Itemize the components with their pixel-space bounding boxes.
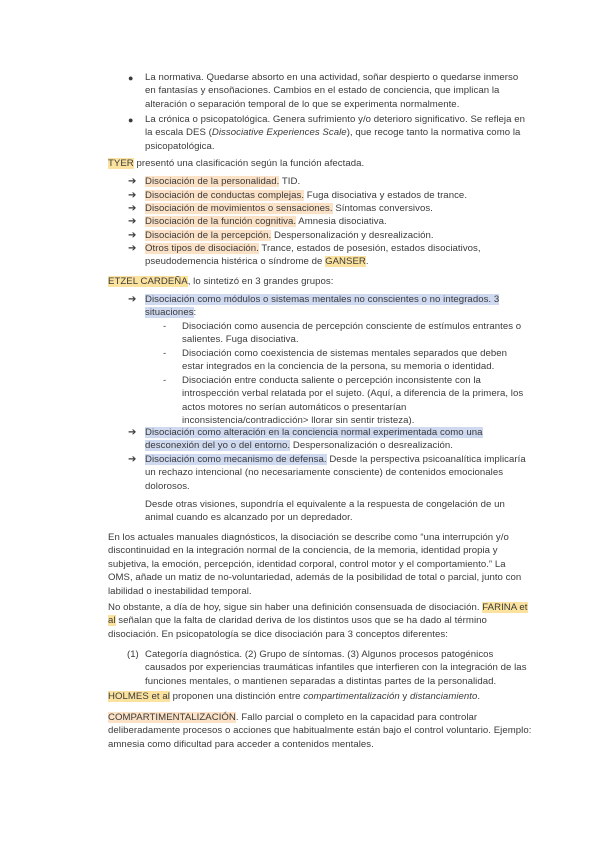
bullet-icon: ● [128, 115, 134, 125]
intro: , lo sintetizó en 3 grandes grupos: [187, 276, 334, 287]
sub-text: Disociación como coexistencia de sistemas mentales separados que deben estar integrados en la conciencia de la persona, su memoria o identidad. [182, 348, 508, 373]
list-marker: (1) [127, 649, 139, 660]
author-highlight: ETZEL CARDEÑA [108, 276, 188, 287]
desc: Quedarse absorto en una actividad, soñar despierto o quedarse inmerso en fantasías y ensoñaciones. Cambios en el estado de conciencia, que implican la alteración o separación temporal de lo que se experimenta normalmente. [145, 72, 519, 110]
group-title: Disociación como módulos o sistemas mentales no conscientes o no integrados. 3 situaciones [145, 294, 500, 319]
author-highlight: GANSER [325, 256, 366, 268]
desc: TID. [279, 176, 301, 187]
etzel-group-3 [145, 453, 530, 493]
manuals-paragraph [108, 531, 532, 598]
etzel-sub-item [182, 374, 527, 428]
arrow-icon: ➔ [128, 427, 137, 438]
text: . [477, 691, 481, 702]
term-italic: compartimentalización [303, 691, 400, 702]
compart-paragraph [108, 711, 532, 751]
tyer-item [145, 189, 530, 202]
desc: Genera sufrimiento y/o deterioro significativo. Se refleja en la escala DES ( [145, 114, 525, 139]
desc: Despersonalización o desrealización. [290, 440, 454, 452]
arrow-icon: ➔ [128, 190, 137, 201]
desc: Fuga disociativa y estados de trance. [304, 190, 468, 201]
desc-end: . [365, 256, 369, 268]
arrow-icon: ➔ [128, 176, 137, 187]
author-highlight: TYER [108, 158, 134, 169]
arrow-icon: ➔ [128, 203, 137, 214]
author-highlight: HOLMES et al [108, 691, 170, 702]
concepts-text: Categoría diagnóstica. (2) Grupo de síntomas. (3) Algunos procesos patogénicos causados por experiencias traumáticas infantiles que interfieren con la integración de las funciones mentales, o mantienen separadas a distintas partes de la personalidad. [145, 649, 527, 687]
dash-bullet: - [163, 348, 167, 359]
desc: Amnesia disociativa. [296, 216, 387, 227]
tyer-item [145, 242, 530, 269]
tyer-item [145, 202, 530, 215]
holmes-paragraph [108, 690, 532, 703]
desc: Despersonalización y desrealización. [271, 230, 434, 241]
arrow-icon: ➔ [128, 454, 137, 465]
term: Disociación de la percepción. [145, 230, 272, 241]
sub-text: Disociación entre conducta saliente o percepción inconsistente con la introspección verbal relatada por el sujeto. (Aquí, a diferencia de la primera, los actos motores no serían automáticos o presentarían inconsistencia/contradicción> llorar sin sentir tristeza). [182, 375, 524, 427]
paragraph-text: En los actuales manuales diagnósticos, la disociación se describe como “una interrupción y/o discontinuidad en la integración normal de la conciencia, de la memoria, identidad propia y subjetiva, la emoción, percepción, identidad corporal, control motor y el comportamiento.” La OMS, añade un matiz de no-voluntariedad, además de la posibilidad de total o parcial, junto con labilidad o inestabilidad temporal. [108, 532, 522, 597]
intro: presentó una clasificación según la función afectada. [133, 158, 365, 169]
desc: Desde la perspectiva psicoanalítica implicaría un rechazo intencional (no necesariamente consciente) de contenidos emocionales dolorosos. [145, 454, 526, 492]
tyer-item [145, 229, 530, 242]
sub-text: Disociación como ausencia de percepción consciente de estímulos entrantes o salientes. Fuga disociativa. [182, 321, 522, 346]
term: La crónica o psicopatológica. [145, 114, 271, 125]
group-title: Disociación como alteración en la conciencia normal experimentada como una desconexión del yo o del entorno. [145, 427, 483, 452]
desc-end: ), que recoge tanto la normativa como la psicopatológica. [145, 127, 521, 152]
term-highlight: COMPARTIMENTALIZACIÓN [108, 712, 236, 723]
etzel-group-1 [145, 293, 530, 320]
tyer-item [145, 215, 530, 228]
group-title: Disociación como mecanismo de defensa. [145, 454, 327, 465]
arrow-icon: ➔ [128, 216, 137, 227]
text: proponen una distinción entre [169, 691, 304, 702]
bullet-normativa [145, 71, 530, 111]
desc: Síntomas conversivos. [332, 203, 433, 214]
term: Disociación de conductas complejas. [145, 190, 305, 201]
etzel-sub-item [182, 347, 527, 374]
term: La normativa. [145, 72, 204, 83]
tyer-paragraph [108, 157, 528, 170]
etzel-note [145, 498, 530, 525]
dash-bullet: - [163, 321, 167, 332]
term: Otros tipos de disociación. [145, 243, 259, 254]
etzel-group-2 [145, 426, 530, 453]
pre-text: No obstante, a día de hoy, sigue sin haber una definición consensuada de disociación. [108, 602, 480, 613]
term: Disociación de la personalidad. [145, 176, 280, 187]
farina-paragraph [108, 601, 532, 641]
text: y [399, 691, 410, 702]
arrow-icon: ➔ [128, 243, 137, 254]
note-text: Desde otras visiones, supondría el equivalente a la respuesta de congelación de un animal cuando es alcanzado por un depredador. [145, 499, 505, 524]
dash-bullet: - [163, 375, 167, 386]
etzel-paragraph [108, 275, 528, 288]
scale-name: Dissociative Experiences Scale [211, 127, 347, 139]
bullet-cronica [145, 113, 530, 153]
term: Disociación de movimientos o sensaciones. [145, 203, 333, 214]
tyer-item [145, 175, 530, 188]
bullet-icon: ● [128, 73, 134, 83]
term-italic: distanciamiento [410, 691, 478, 702]
etzel-sub-item [182, 320, 527, 347]
desc: Trance, estados de posesión, estados disociativos, pseudodemencia histérica o síndrome de [145, 243, 481, 268]
arrow-icon: ➔ [128, 230, 137, 241]
term: Disociación de la función cognitiva. [145, 216, 297, 227]
definition: . Fallo parcial o completo en la capacidad para controlar deliberadamente procesos o acciones que habitualmente están bajo el control voluntario. Ejemplo: amnesia como dificultad para acceder a contenidos mentales. [108, 712, 532, 750]
concepts-item [145, 648, 530, 688]
arrow-icon: ➔ [128, 294, 137, 305]
author-highlight: FARINA et al [108, 602, 528, 627]
post-text: señalan que la falta de claridad deriva de los distintos usos que se ha dado al término disociación. En psicopatología se dice disociación para 3 conceptos diferentes: [108, 615, 487, 640]
colon: : [193, 307, 197, 319]
